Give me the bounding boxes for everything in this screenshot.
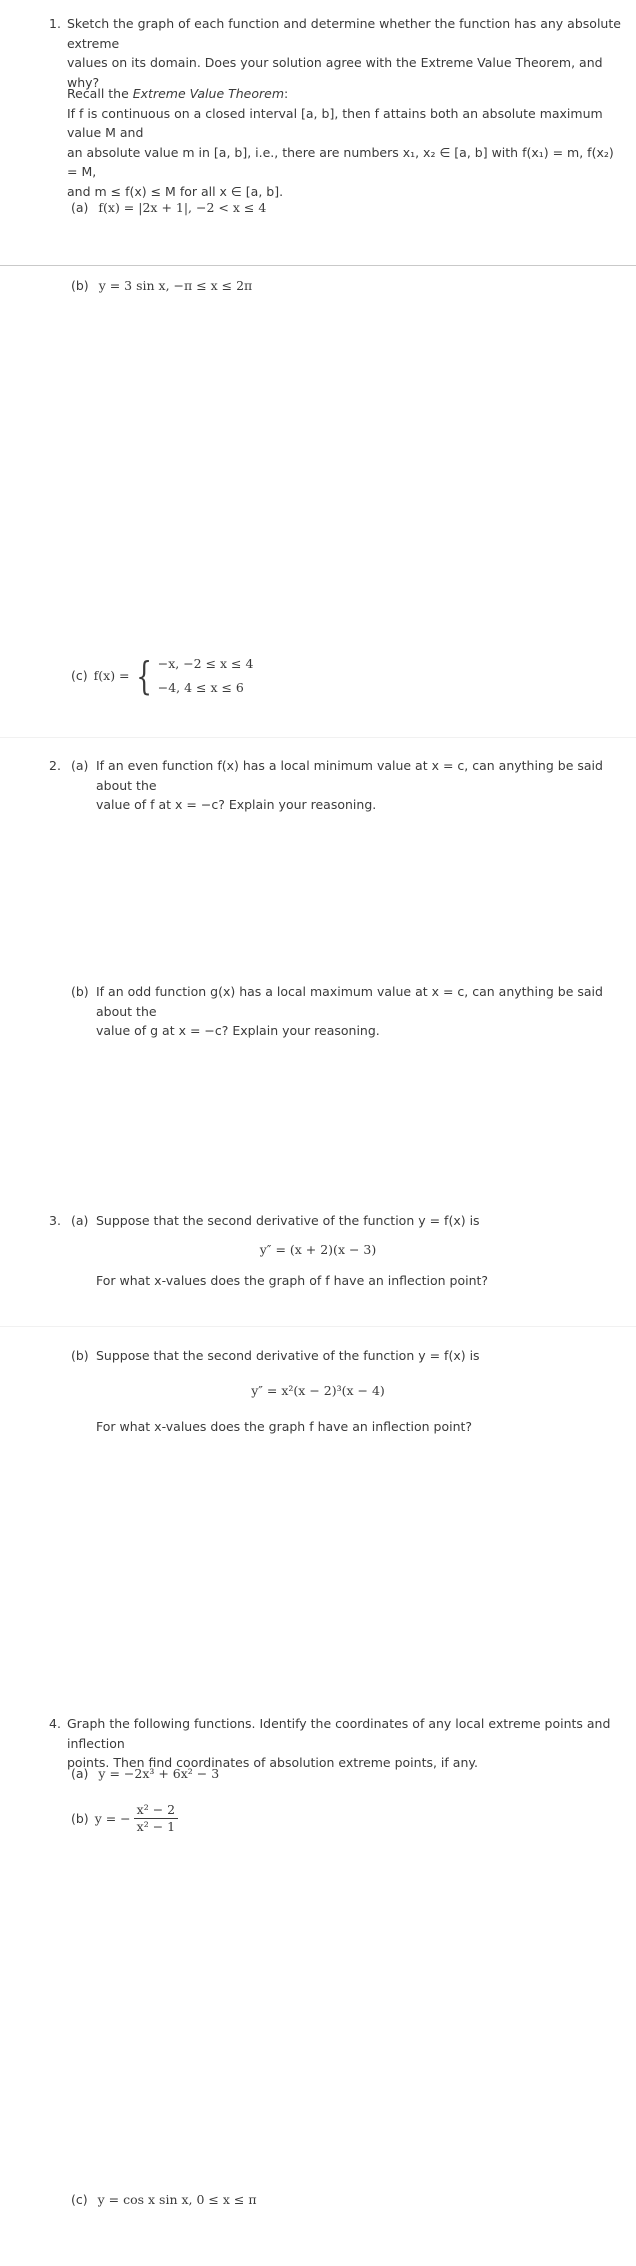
left-brace: { bbox=[135, 654, 152, 698]
q4b-lhs: y = − bbox=[94, 1810, 131, 1826]
q4b bbox=[71, 1802, 178, 1835]
q4-prompt-line1: Graph the following functions. Identify the coordinates of any local extreme points and inflection bbox=[67, 1716, 611, 1751]
q3a-question: For what x-values does the graph of f have an inflection point? bbox=[96, 1273, 489, 1288]
page-1 bbox=[0, 0, 636, 265]
q1a bbox=[71, 198, 266, 218]
q4c bbox=[71, 2190, 257, 2210]
q1c-label: (c) bbox=[71, 668, 88, 684]
q1b bbox=[71, 276, 252, 296]
q3a-equation: y″ = (x + 2)(x − 3) bbox=[259, 1242, 377, 1257]
q3a-intro: Suppose that the second derivative of the function y = f(x) is bbox=[96, 1213, 480, 1228]
q3-number: 3. bbox=[49, 1213, 61, 1228]
q4b-fraction bbox=[134, 1802, 178, 1835]
q3b-intro: Suppose that the second derivative of the function y = f(x) is bbox=[96, 1348, 480, 1363]
q4b-label: (b) bbox=[71, 1810, 89, 1826]
piecewise-cases bbox=[130, 652, 254, 700]
theorem-name: Extreme Value Theorem bbox=[132, 86, 285, 101]
q1-prompt-line1: Sketch the graph of each function and determine whether the function has any absolute extreme bbox=[67, 16, 621, 51]
evt-line2: an absolute value m in [a, b], i.e., there are numbers x₁, x₂ ∈ [a, b] with f(x₁) = m, f(x₂) = M, bbox=[67, 144, 614, 179]
q2b-line2: value of g at x = −c? Explain your reasoning. bbox=[96, 1023, 380, 1038]
q1-prompt bbox=[67, 14, 622, 92]
page-2 bbox=[0, 266, 636, 2266]
q2b-label: (b) bbox=[71, 984, 89, 999]
q1c-lhs: f(x) = bbox=[93, 668, 130, 684]
q1a-label: (a) bbox=[71, 200, 89, 215]
q3b-label: (b) bbox=[71, 1348, 89, 1363]
q2-number: 2. bbox=[49, 758, 61, 773]
case-1: −x, −2 ≤ x ≤ 4 bbox=[157, 656, 254, 671]
q4b-numerator: x² − 2 bbox=[134, 1802, 178, 1819]
evt-line3: and m ≤ f(x) ≤ M for all x ∈ [a, b]. bbox=[67, 183, 284, 199]
q2a-line2: value of f at x = −c? Explain your reasoning. bbox=[96, 797, 377, 812]
q4b-denominator: x² − 1 bbox=[136, 1819, 176, 1834]
section-separator-2 bbox=[0, 1326, 636, 1327]
q4-prompt-line2: points. Then find coordinates of absolution extreme points, if any. bbox=[67, 1755, 478, 1770]
case-2: −4, 4 ≤ x ≤ 6 bbox=[157, 680, 244, 695]
q1-prompt-line2: values on its domain. Does your solution agree with the Extreme Value Theorem, and why? bbox=[67, 55, 603, 90]
section-separator bbox=[0, 737, 636, 738]
q1-number: 1. bbox=[49, 16, 61, 31]
q2b-line1: If an odd function g(x) has a local maximum value at x = c, can anything be said about the bbox=[96, 984, 603, 1019]
q2a-label: (a) bbox=[71, 758, 89, 773]
q1c bbox=[71, 652, 253, 700]
q2b-text bbox=[96, 982, 626, 1041]
q1b-label: (b) bbox=[71, 278, 89, 293]
q4c-label: (c) bbox=[71, 2192, 88, 2207]
q2a-line1: If an even function f(x) has a local minimum value at x = c, can anything be said about the bbox=[96, 758, 603, 793]
q3a-label: (a) bbox=[71, 1213, 89, 1228]
recall-heading: Recall the Extreme Value Theorem: bbox=[67, 86, 289, 101]
q3b-equation: y″ = x²(x − 2)³(x − 4) bbox=[251, 1383, 385, 1398]
q1b-expression: y = 3 sin x, −π ≤ x ≤ 2π bbox=[98, 278, 253, 293]
q3b-question: For what x-values does the graph f have an inflection point? bbox=[96, 1419, 473, 1434]
q4a bbox=[71, 1764, 219, 1784]
evt-recall bbox=[67, 84, 627, 201]
q4a-expression: y = −2x³ + 6x² − 3 bbox=[98, 1766, 220, 1781]
q2a-text bbox=[96, 756, 626, 815]
evt-line1: If f is continuous on a closed interval [a, b], then f attains both an absolute maximum value M and bbox=[67, 105, 603, 140]
q4c-expression: y = cos x sin x, 0 ≤ x ≤ π bbox=[97, 2192, 257, 2207]
q4a-label: (a) bbox=[71, 1766, 89, 1781]
q1a-expression: f(x) = |2x + 1|, −2 < x ≤ 4 bbox=[98, 200, 267, 215]
q4-number: 4. bbox=[49, 1716, 61, 1731]
